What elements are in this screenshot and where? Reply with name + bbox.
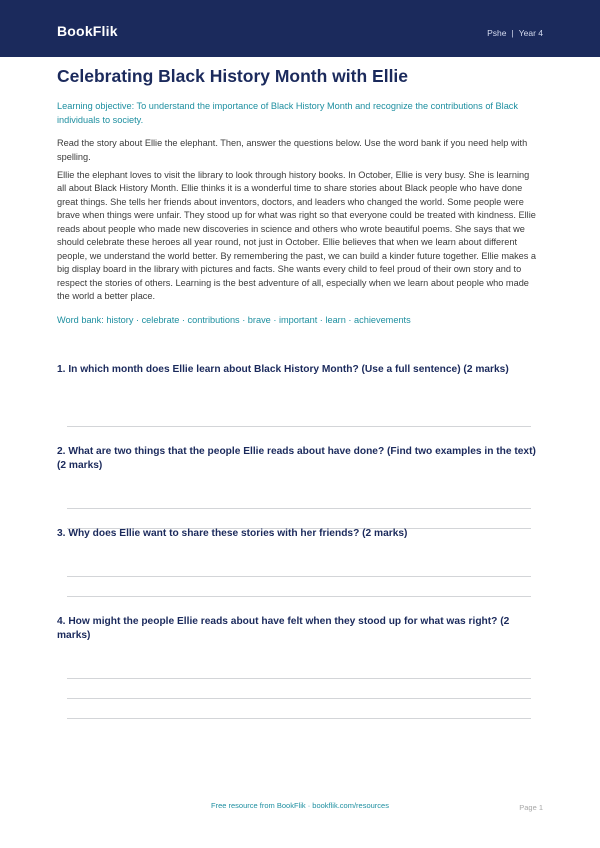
question-1: 1. In which month does Ellie learn about Black History Month? (Use a full sentence) (2 marks) (57, 364, 509, 375)
learning-objective: Learning objective: To understand the importance of Black History Month and recognize the contributions of Black individuals to society. (57, 101, 518, 125)
meta-separator: | (511, 28, 514, 38)
answer-line[interactable] (67, 508, 531, 509)
answer-line[interactable] (67, 576, 531, 577)
question-2: 2. What are two things that the people Ellie reads about have done? (Find two examples in the text) (2 marks) (57, 446, 536, 471)
answer-line[interactable] (67, 678, 531, 679)
worksheet-body (57, 64, 538, 327)
question-4: 4. How might the people Ellie reads about have felt when they stood up for what was right? (2 marks) (57, 616, 510, 641)
brand-logo-text: BookFlik (57, 23, 118, 39)
answer-line[interactable] (67, 596, 531, 597)
year-label: Year 4 (518, 28, 543, 38)
footer-credit[interactable]: Free resource from BookFlik · bookflik.com/resources (211, 801, 389, 810)
question-3: 3. Why does Ellie want to share these stories with her friends? (2 marks) (57, 528, 408, 539)
subject-label: Pshe (487, 28, 507, 38)
story-text: Ellie the elephant loves to visit the library to look through history books. In October, Ellie is very busy. She is learning all about Black History Month. Ellie thinks it is a wonderful time to share stories about Black people who have done great things. She tells her friends about inventors, doctors, and leaders who changed the world. Some people were brave when things were unfair. They stood up for what was right so that everyone could be treated with kindness. Ellie reads about people who made new discoveries in science and others who wrote beautiful poems. She says that we should celebrate these heroes all year round, not just in October. Ellie believes that when we learn about different people, we understand the world better. By remembering the past, we can build a kinder future together. Ellie makes a big display board in the library with pictures and facts. She wants every child to feel proud of their own story and to respect the stories of others. Learning is the best adventure of all, especially when we learn about people who made the world a better place. (57, 170, 537, 302)
answer-line[interactable] (67, 718, 531, 719)
instructions-text: Read the story about Ellie the elephant. Then, answer the questions below. Use the word bank if you need help with spelling. (57, 138, 528, 162)
page-number: Page 1 (519, 803, 543, 812)
answer-line[interactable] (67, 426, 531, 427)
page-title: Celebrating Black History Month with Ellie (57, 66, 409, 86)
word-bank: Word bank: history · celebrate · contributions · brave · important · learn · achievements (57, 314, 411, 325)
answer-line[interactable] (67, 698, 531, 699)
subject-year-label (487, 28, 543, 38)
header-bar (0, 0, 600, 57)
